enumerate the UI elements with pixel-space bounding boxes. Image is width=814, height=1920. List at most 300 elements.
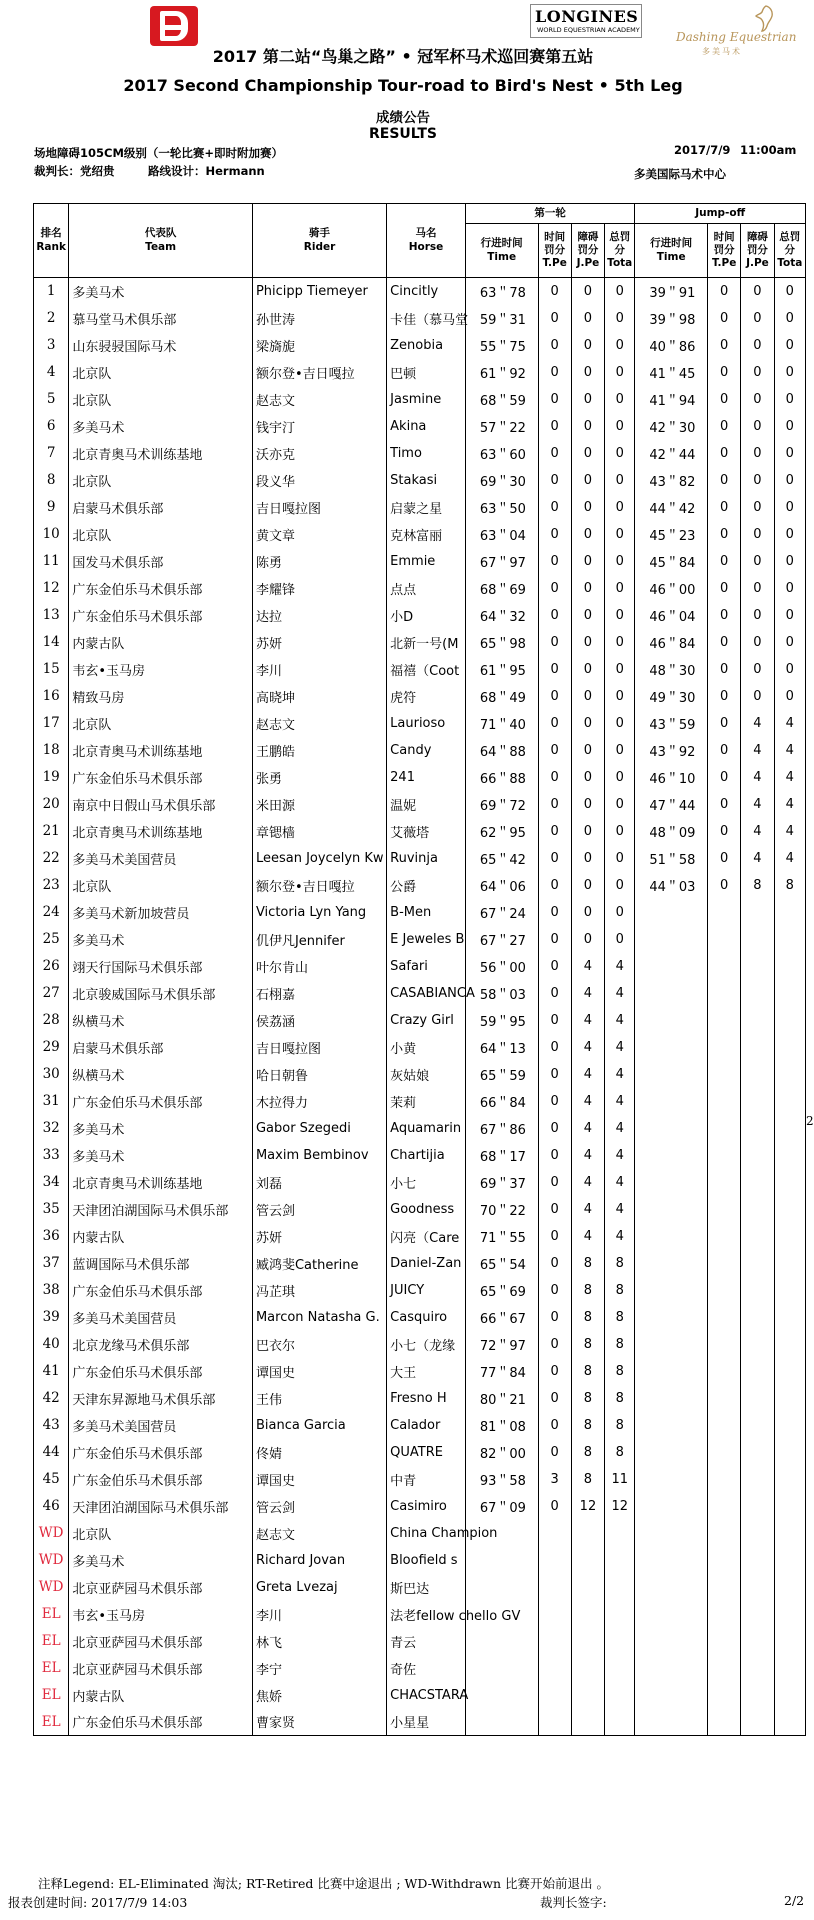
rider-cell: 木拉得力 <box>252 1088 386 1115</box>
rider-cell: 孙世涛 <box>252 305 386 332</box>
table-row <box>34 656 806 683</box>
horse-cell: Calador <box>387 1412 466 1439</box>
team-cell: 精致马房 <box>69 683 253 710</box>
horse-cell: 克林富丽 <box>387 521 466 548</box>
r1-time-penalty-cell: 0 <box>538 1331 571 1358</box>
r1-time-cell <box>465 1547 538 1574</box>
rider-cell: 梁旖旎 <box>252 332 386 359</box>
jo-jump-penalty-cell: 4 <box>741 710 774 737</box>
jo-jump-penalty-cell <box>741 1115 774 1142</box>
rank-cell: 44 <box>34 1439 69 1466</box>
r1-time-penalty-cell: 0 <box>538 1196 571 1223</box>
jo-time-penalty-cell <box>708 1304 741 1331</box>
table-row <box>34 1547 806 1574</box>
jo-time-penalty-cell <box>708 1223 741 1250</box>
r1-jump-penalty-cell: 0 <box>571 413 604 440</box>
r1-time-cell: 82＂00 <box>465 1439 538 1466</box>
jo-total-cell <box>774 1655 805 1682</box>
jo-jump-penalty-cell: 0 <box>741 494 774 521</box>
r1-jump-penalty-cell: 8 <box>571 1277 604 1304</box>
rank-header: 排名 Rank <box>34 204 69 278</box>
table-row <box>34 575 806 602</box>
r1-jump-penalty-cell: 4 <box>571 1196 604 1223</box>
jo-time-cell: 48＂09 <box>635 818 708 845</box>
jo-jump-penalty-cell <box>741 1250 774 1277</box>
r1-time-cell: 67＂09 <box>465 1493 538 1520</box>
r1-total-cell: 4 <box>605 1088 635 1115</box>
r1-time-cell: 66＂84 <box>465 1088 538 1115</box>
jo-jump-penalty-cell: 0 <box>741 575 774 602</box>
rider-cell: Victoria Lyn Yang <box>252 899 386 926</box>
jo-jump-penalty-cell: 0 <box>741 413 774 440</box>
r1-jump-penalty-cell: 0 <box>571 791 604 818</box>
team-cell: 北京队 <box>69 386 253 413</box>
r1-total-cell: 12 <box>605 1493 635 1520</box>
team-cell: 多美马术美国营员 <box>69 1412 253 1439</box>
r1-total-cell: 0 <box>605 899 635 926</box>
r1-total-cell: 0 <box>605 332 635 359</box>
jo-time-cell: 48＂30 <box>635 656 708 683</box>
r1-total-cell: 0 <box>605 413 635 440</box>
rider-cell: 张勇 <box>252 764 386 791</box>
jo-time-cell <box>635 953 708 980</box>
table-row <box>34 953 806 980</box>
jo-total-cell <box>774 1493 805 1520</box>
r1-time-penalty-cell: 0 <box>538 305 571 332</box>
rank-cell: 24 <box>34 899 69 926</box>
team-cell: 蓝调国际马术俱乐部 <box>69 1250 253 1277</box>
rider-cell: 李耀锋 <box>252 575 386 602</box>
r1-total-cell: 0 <box>605 521 635 548</box>
rider-cell: 赵志文 <box>252 710 386 737</box>
r1-time-cell: 64＂13 <box>465 1034 538 1061</box>
r1-time-cell: 66＂67 <box>465 1304 538 1331</box>
team-cell: 多美马术新加坡营员 <box>69 899 253 926</box>
r1-jump-penalty-cell: 0 <box>571 332 604 359</box>
rank-cell: EL <box>34 1709 69 1736</box>
table-row <box>34 413 806 440</box>
horse-cell: 灰姑娘 <box>387 1061 466 1088</box>
r1-time-cell: 77＂84 <box>465 1358 538 1385</box>
table-row <box>34 629 806 656</box>
jo-time-penalty-cell: 0 <box>708 575 741 602</box>
r1-time-penalty-header: 时间 罚分 T.Pe <box>538 224 571 278</box>
rank-cell: 8 <box>34 467 69 494</box>
r1-time-cell: 61＂92 <box>465 359 538 386</box>
jo-time-penalty-cell <box>708 1034 741 1061</box>
r1-time-cell: 68＂49 <box>465 683 538 710</box>
rider-cell: 谭国史 <box>252 1358 386 1385</box>
team-cell: 多美马术美国营员 <box>69 845 253 872</box>
jo-time-cell: 43＂82 <box>635 467 708 494</box>
jo-jump-penalty-header: 障碍 罚分 J.Pe <box>741 224 774 278</box>
r1-jump-penalty-cell: 4 <box>571 1169 604 1196</box>
side-page-mark: 2 <box>806 1114 814 1128</box>
r1-jump-penalty-cell: 4 <box>571 1061 604 1088</box>
r1-jump-penalty-cell: 4 <box>571 1115 604 1142</box>
rider-cell: 佟婧 <box>252 1439 386 1466</box>
rank-cell: 10 <box>34 521 69 548</box>
team-cell: 韦玄•玉马房 <box>69 1601 253 1628</box>
jo-jump-penalty-cell <box>741 1331 774 1358</box>
rank-cell: 39 <box>34 1304 69 1331</box>
jo-time-cell <box>635 926 708 953</box>
jo-time-penalty-cell <box>708 1574 741 1601</box>
rank-cell: 31 <box>34 1088 69 1115</box>
r1-time-penalty-cell: 0 <box>538 494 571 521</box>
rider-cell: Greta Lvezaj <box>252 1574 386 1601</box>
table-row <box>34 872 806 899</box>
r1-total-cell <box>605 1574 635 1601</box>
r1-time-penalty-cell: 0 <box>538 656 571 683</box>
rider-cell: Phicipp Tiemeyer <box>252 278 386 305</box>
jo-jump-penalty-cell: 0 <box>741 467 774 494</box>
r1-jump-penalty-cell: 0 <box>571 926 604 953</box>
jo-time-penalty-cell <box>708 1007 741 1034</box>
r1-time-cell: 72＂97 <box>465 1331 538 1358</box>
rank-cell: 14 <box>34 629 69 656</box>
jo-time-cell: 47＂44 <box>635 791 708 818</box>
rider-cell: 吉日嘎拉图 <box>252 494 386 521</box>
r1-time-cell: 69＂37 <box>465 1169 538 1196</box>
r1-total-cell: 0 <box>605 386 635 413</box>
jo-jump-penalty-cell: 0 <box>741 332 774 359</box>
jo-time-penalty-cell: 0 <box>708 737 741 764</box>
horse-cell: Jasmine <box>387 386 466 413</box>
rider-cell: 曹家贤 <box>252 1709 386 1736</box>
jo-time-cell: 46＂84 <box>635 629 708 656</box>
horse-cell: 小七（龙缘 <box>387 1331 466 1358</box>
jo-total-cell <box>774 1547 805 1574</box>
r1-total-cell: 4 <box>605 1169 635 1196</box>
r1-jump-penalty-cell: 0 <box>571 818 604 845</box>
r1-time-penalty-cell: 0 <box>538 1115 571 1142</box>
rider-header: 骑手 Rider <box>252 204 386 278</box>
jo-total-cell: 0 <box>774 332 805 359</box>
event-date: 2017/7/9 <box>674 143 731 157</box>
r1-total-cell: 8 <box>605 1358 635 1385</box>
r1-time-cell: 62＂95 <box>465 818 538 845</box>
rank-cell: 40 <box>34 1331 69 1358</box>
jo-total-cell <box>774 1061 805 1088</box>
r1-time-header: 行进时间 Time <box>465 224 538 278</box>
horse-cell: 小D <box>387 602 466 629</box>
team-cell: 多美马术 <box>69 413 253 440</box>
r1-time-penalty-cell <box>538 1628 571 1655</box>
jo-total-cell <box>774 1412 805 1439</box>
r1-time-penalty-cell: 0 <box>538 818 571 845</box>
r1-jump-penalty-cell: 0 <box>571 764 604 791</box>
r1-time-penalty-cell: 0 <box>538 845 571 872</box>
table-row <box>34 1304 806 1331</box>
r1-time-cell: 67＂27 <box>465 926 538 953</box>
r1-total-cell: 0 <box>605 710 635 737</box>
jo-time-penalty-cell: 0 <box>708 332 741 359</box>
table-row <box>34 1709 806 1736</box>
jo-total-cell: 4 <box>774 710 805 737</box>
team-cell: 广东金伯乐马术俱乐部 <box>69 1358 253 1385</box>
table-row <box>34 1142 806 1169</box>
table-row <box>34 1520 806 1547</box>
r1-time-cell: 63＂60 <box>465 440 538 467</box>
team-cell: 山东骎骎国际马术 <box>69 332 253 359</box>
jo-jump-penalty-cell <box>741 953 774 980</box>
horse-cell: Emmie <box>387 548 466 575</box>
jo-time-cell <box>635 1196 708 1223</box>
r1-jump-penalty-cell: 0 <box>571 629 604 656</box>
jo-time-cell <box>635 1493 708 1520</box>
rank-cell: 27 <box>34 980 69 1007</box>
table-row <box>34 710 806 737</box>
r1-time-penalty-cell: 3 <box>538 1466 571 1493</box>
r1-time-penalty-cell <box>538 1655 571 1682</box>
event-venue: 多美国际马术中心 <box>634 167 726 181</box>
report-created-time: 报表创建时间: 2017/7/9 14:03 <box>8 1895 188 1910</box>
horse-cell: B-Men <box>387 899 466 926</box>
team-cell: 天津东昇源地马术俱乐部 <box>69 1385 253 1412</box>
r1-jump-penalty-cell: 8 <box>571 1304 604 1331</box>
team-cell: 启蒙马术俱乐部 <box>69 1034 253 1061</box>
jo-time-penalty-cell: 0 <box>708 494 741 521</box>
rank-cell: EL <box>34 1628 69 1655</box>
rider-cell: 管云剑 <box>252 1493 386 1520</box>
team-cell: 天津团泊湖国际马术俱乐部 <box>69 1493 253 1520</box>
team-cell: 广东金伯乐马术俱乐部 <box>69 1277 253 1304</box>
r1-time-cell: 69＂72 <box>465 791 538 818</box>
jo-time-cell: 41＂94 <box>635 386 708 413</box>
event-logo <box>150 6 198 46</box>
r1-time-penalty-cell: 0 <box>538 1007 571 1034</box>
horse-cell: Casimiro <box>387 1493 466 1520</box>
r1-time-penalty-cell <box>538 1574 571 1601</box>
r1-time-cell: 65＂98 <box>465 629 538 656</box>
r1-total-cell: 0 <box>605 926 635 953</box>
r1-time-cell: 56＂00 <box>465 953 538 980</box>
jo-jump-penalty-cell <box>741 1142 774 1169</box>
r1-jump-penalty-cell: 0 <box>571 494 604 521</box>
jo-total-cell: 4 <box>774 818 805 845</box>
jo-time-penalty-cell <box>708 1439 741 1466</box>
r1-jump-penalty-cell <box>571 1547 604 1574</box>
table-row <box>34 1196 806 1223</box>
r1-time-penalty-cell: 0 <box>538 1034 571 1061</box>
jo-total-cell: 0 <box>774 305 805 332</box>
rank-cell: 34 <box>34 1169 69 1196</box>
table-row <box>34 1601 806 1628</box>
r1-time-penalty-cell: 0 <box>538 1223 571 1250</box>
jo-time-cell <box>635 899 708 926</box>
jo-jump-penalty-cell <box>741 899 774 926</box>
table-row <box>34 899 806 926</box>
team-cell: 广东金伯乐马术俱乐部 <box>69 1466 253 1493</box>
r1-time-cell: 71＂40 <box>465 710 538 737</box>
r1-total-cell: 0 <box>605 737 635 764</box>
horse-cell: Fresno H <box>387 1385 466 1412</box>
jo-jump-penalty-cell <box>741 1007 774 1034</box>
jo-total-cell <box>774 1358 805 1385</box>
table-row <box>34 1655 806 1682</box>
rank-cell: 42 <box>34 1385 69 1412</box>
rider-cell: 管云剑 <box>252 1196 386 1223</box>
jo-time-penalty-cell: 0 <box>708 629 741 656</box>
r1-time-penalty-cell: 0 <box>538 332 571 359</box>
rider-cell: 侯荔涵 <box>252 1007 386 1034</box>
horse-cell: 斯巴达 <box>387 1574 466 1601</box>
table-row <box>34 1493 806 1520</box>
r1-total-cell: 0 <box>605 845 635 872</box>
jo-time-cell <box>635 1412 708 1439</box>
event-time: 11:00am <box>740 143 797 157</box>
horse-cell: Chartijia <box>387 1142 466 1169</box>
r1-jump-penalty-cell: 4 <box>571 1142 604 1169</box>
jo-time-penalty-cell <box>708 1628 741 1655</box>
r1-total-cell <box>605 1601 635 1628</box>
jo-jump-penalty-cell <box>741 1088 774 1115</box>
r1-total-cell: 8 <box>605 1304 635 1331</box>
r1-total-cell: 8 <box>605 1439 635 1466</box>
rank-cell: 30 <box>34 1061 69 1088</box>
r1-time-cell: 70＂22 <box>465 1196 538 1223</box>
rank-cell: EL <box>34 1601 69 1628</box>
jo-jump-penalty-cell: 0 <box>741 440 774 467</box>
jo-jump-penalty-cell: 8 <box>741 872 774 899</box>
jo-time-penalty-cell <box>708 1466 741 1493</box>
results-table <box>33 203 806 1736</box>
r1-time-cell: 55＂75 <box>465 332 538 359</box>
jo-total-cell <box>774 1466 805 1493</box>
rank-cell: 37 <box>34 1250 69 1277</box>
team-cell: 广东金伯乐马术俱乐部 <box>69 602 253 629</box>
r1-time-penalty-cell: 0 <box>538 980 571 1007</box>
jo-time-penalty-cell: 0 <box>708 602 741 629</box>
r1-jump-penalty-cell: 0 <box>571 278 604 305</box>
r1-jump-penalty-cell: 8 <box>571 1439 604 1466</box>
rider-cell: 李川 <box>252 1601 386 1628</box>
r1-time-cell: 64＂06 <box>465 872 538 899</box>
r1-jump-penalty-cell: 8 <box>571 1466 604 1493</box>
table-row <box>34 305 806 332</box>
team-cell: 广东金伯乐马术俱乐部 <box>69 575 253 602</box>
jo-time-penalty-header: 时间 罚分 T.Pe <box>708 224 741 278</box>
rider-cell: 巴衣尔 <box>252 1331 386 1358</box>
table-row <box>34 1682 806 1709</box>
r1-time-cell <box>465 1574 538 1601</box>
rider-cell: 李宁 <box>252 1655 386 1682</box>
table-row <box>34 1061 806 1088</box>
team-cell: 北京青奥马术训练基地 <box>69 818 253 845</box>
rank-cell: 12 <box>34 575 69 602</box>
r1-time-penalty-cell: 0 <box>538 359 571 386</box>
jo-jump-penalty-cell <box>741 1385 774 1412</box>
r1-total-cell <box>605 1628 635 1655</box>
jo-time-penalty-cell <box>708 1331 741 1358</box>
horse-cell: Ruvinja <box>387 845 466 872</box>
rank-cell: 13 <box>34 602 69 629</box>
r1-time-cell: 61＂95 <box>465 656 538 683</box>
rider-cell: 叶尔肯山 <box>252 953 386 980</box>
r1-total-cell: 0 <box>605 818 635 845</box>
horse-cell: Crazy Girl <box>387 1007 466 1034</box>
team-cell: 多美马术 <box>69 926 253 953</box>
jo-total-cell: 0 <box>774 440 805 467</box>
team-cell: 多美马术 <box>69 1142 253 1169</box>
jo-time-cell <box>635 1007 708 1034</box>
r1-jump-penalty-cell: 0 <box>571 440 604 467</box>
r1-total-cell: 0 <box>605 764 635 791</box>
r1-jump-penalty-cell <box>571 1520 604 1547</box>
rider-cell: 林飞 <box>252 1628 386 1655</box>
results-table-body <box>34 278 806 1736</box>
rank-cell: 26 <box>34 953 69 980</box>
team-cell: 国发马术俱乐部 <box>69 548 253 575</box>
jo-time-cell: 43＂59 <box>635 710 708 737</box>
horse-cell: E Jeweles B <box>387 926 466 953</box>
jo-total-cell: 0 <box>774 575 805 602</box>
r1-time-penalty-cell: 0 <box>538 575 571 602</box>
jo-time-cell <box>635 1601 708 1628</box>
rank-cell: 2 <box>34 305 69 332</box>
jo-time-penalty-cell <box>708 1088 741 1115</box>
r1-total-cell <box>605 1655 635 1682</box>
jo-jump-penalty-cell <box>741 1493 774 1520</box>
jo-total-cell <box>774 1682 805 1709</box>
r1-time-penalty-cell: 0 <box>538 548 571 575</box>
jo-total-cell <box>774 1277 805 1304</box>
r1-time-penalty-cell: 0 <box>538 1493 571 1520</box>
jo-total-cell: 0 <box>774 494 805 521</box>
r1-total-cell: 4 <box>605 1034 635 1061</box>
jo-jump-penalty-cell <box>741 980 774 1007</box>
jo-total-cell: 4 <box>774 764 805 791</box>
jo-total-cell: 0 <box>774 521 805 548</box>
horse-cell: 中青 <box>387 1466 466 1493</box>
r1-jump-penalty-cell: 0 <box>571 305 604 332</box>
longines-logo-subtext: WORLD EQUESTRIAN ACADEMY <box>537 26 640 34</box>
jo-time-penalty-cell <box>708 1709 741 1736</box>
r1-jump-penalty-cell: 12 <box>571 1493 604 1520</box>
table-row <box>34 1034 806 1061</box>
table-row <box>34 1574 806 1601</box>
team-cell: 多美马术 <box>69 278 253 305</box>
jo-jump-penalty-cell <box>741 1412 774 1439</box>
r1-time-cell: 67＂86 <box>465 1115 538 1142</box>
jo-time-penalty-cell: 0 <box>708 278 741 305</box>
r1-total-cell: 0 <box>605 602 635 629</box>
r1-total-cell: 4 <box>605 980 635 1007</box>
r1-time-cell: 65＂54 <box>465 1250 538 1277</box>
jo-time-penalty-cell: 0 <box>708 764 741 791</box>
jo-time-cell: 46＂04 <box>635 602 708 629</box>
rank-cell: 36 <box>34 1223 69 1250</box>
rider-cell: 额尔登•吉日嘎拉 <box>252 872 386 899</box>
table-row <box>34 1277 806 1304</box>
r1-total-cell: 0 <box>605 656 635 683</box>
horse-cell: CASABIANCA <box>387 980 466 1007</box>
table-row <box>34 926 806 953</box>
jo-time-cell <box>635 1547 708 1574</box>
r1-time-penalty-cell: 0 <box>538 1250 571 1277</box>
rider-cell: 刘磊 <box>252 1169 386 1196</box>
team-cell: 内蒙古队 <box>69 1223 253 1250</box>
jo-time-cell <box>635 1250 708 1277</box>
jo-jump-penalty-cell <box>741 1034 774 1061</box>
jo-jump-penalty-cell <box>741 1682 774 1709</box>
jo-total-cell <box>774 1196 805 1223</box>
rider-cell: 王伟 <box>252 1385 386 1412</box>
r1-jump-penalty-cell: 0 <box>571 683 604 710</box>
r1-time-penalty-cell: 0 <box>538 899 571 926</box>
rank-cell: 32 <box>34 1115 69 1142</box>
